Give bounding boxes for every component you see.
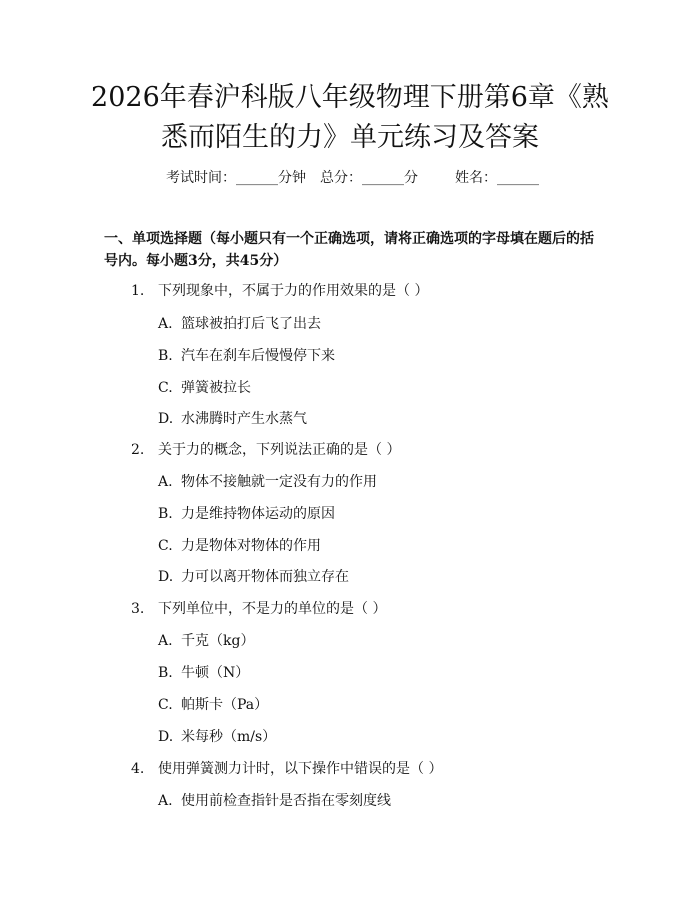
option-letter: C. [158,538,173,554]
option-letter: A. [158,633,173,649]
question-text: 使用弹簧测力计时，以下操作中错误的是（ ） [158,761,443,777]
question-number: 1. [131,283,145,299]
option-text: 力可以离开物体而独立存在 [181,569,349,585]
option-letter: D. [158,411,174,427]
option-text: 汽车在刹车后慢慢停下来 [181,348,335,364]
question-text: 关于力的概念，下列说法正确的是（ ） [158,442,401,458]
option-text: 帕斯卡（Pa） [181,697,269,713]
option-text: 千克（kg） [181,633,255,649]
option-letter: A. [158,474,173,490]
option-text: 水沸腾时产生水蒸气 [181,411,307,427]
option-text: 力是维持物体运动的原因 [181,506,335,522]
option-text: 使用前检查指针是否指在零刻度线 [181,793,391,809]
option-letter: A. [158,316,173,332]
question-number: 4. [131,761,145,777]
option-letter: C. [158,380,173,396]
option-letter: B. [158,348,173,364]
option-letter: B. [158,665,173,681]
question-number: 2. [131,442,145,458]
exam-time: 考试时间：______分钟 [166,170,306,186]
question-text: 下列单位中，不是力的单位的是（ ） [158,601,387,617]
option-text: 力是物体对物体的作用 [181,538,321,554]
section-heading-line-2: 号内。每小题3分，共45分） [104,253,288,269]
total-score: 总分：______分 [320,170,418,186]
option-letter: C. [158,697,173,713]
document-title [60,78,640,158]
student-name: 姓名：______ [455,170,539,186]
option-text: 篮球被拍打后飞了出去 [181,316,321,332]
option-text: 物体不接触就一定没有力的作用 [181,474,377,490]
option-text: 牛顿（N） [181,665,250,681]
option-letter: D. [158,729,174,745]
title-line-1: 2026年春沪科版八年级物理下册第6章《熟 [91,82,609,113]
question-text: 下列现象中，不属于力的作用效果的是（ ） [158,283,429,299]
option-letter: D. [158,569,174,585]
option-text: 弹簧被拉长 [181,380,251,396]
option-letter: A. [158,793,173,809]
option-text: 米每秒（m/s） [181,729,277,745]
option-letter: B. [158,506,173,522]
section-heading-line-1: 一、单项选择题（每小题只有一个正确选项，请将正确选项的字母填在题后的括 [104,231,594,247]
section-heading [104,228,604,272]
title-line-2: 悉而陌生的力》单元练习及答案 [161,122,539,153]
question-number: 3. [131,601,145,617]
